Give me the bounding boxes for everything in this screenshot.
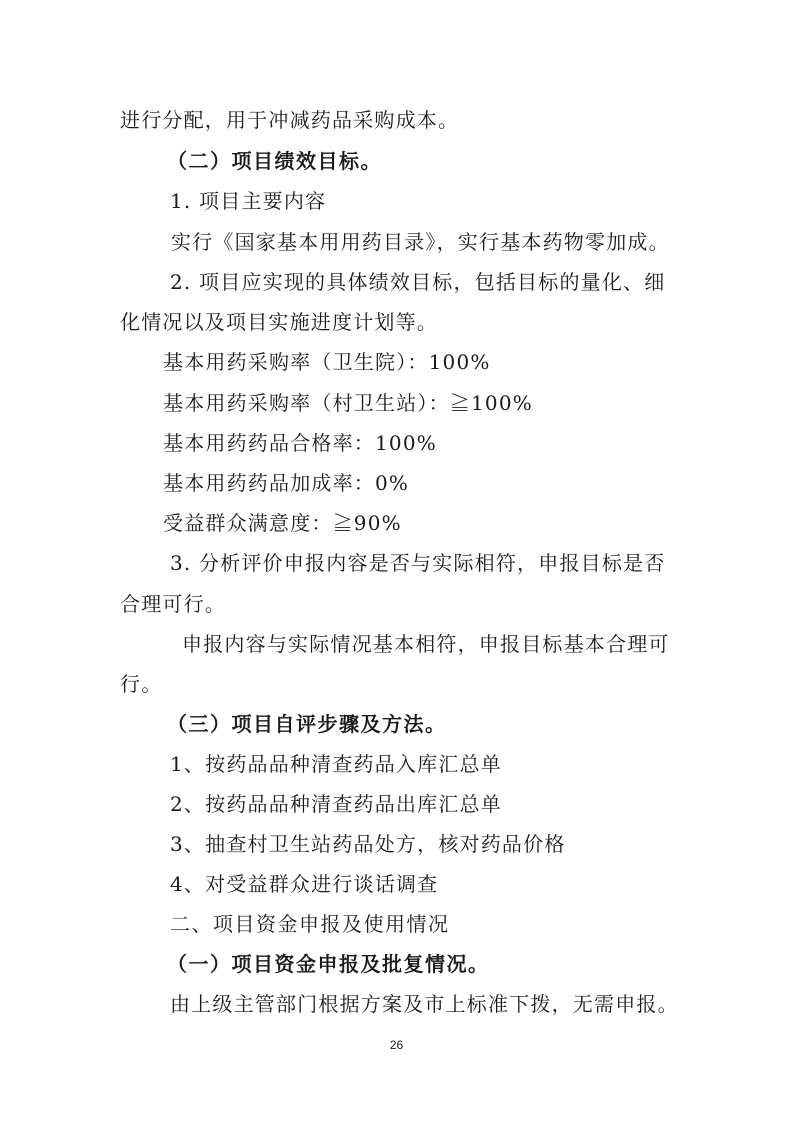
numbered-item: 3. 分析评价申报内容是否与实际相符，申报目标是否 xyxy=(170,551,666,575)
metric-line: 基本用药采购率（卫生院）：100% xyxy=(163,350,491,374)
paragraph-line: 行。 xyxy=(120,672,163,696)
paragraph-line: 由上级主管部门根据方案及市上标准下拨，无需申报。 xyxy=(170,992,679,1016)
metric-line: 基本用药采购率（村卫生站）：≧100% xyxy=(163,391,533,415)
step-item: 3、抽查村卫生站药品处方，核对药品价格 xyxy=(170,832,566,856)
section-heading: （三）项目自评步骤及方法。 xyxy=(167,712,447,736)
step-item: 4、对受益群众进行谈话调查 xyxy=(170,872,439,896)
page-number: 26 xyxy=(389,1038,404,1052)
metric-line: 受益群众满意度：≧90% xyxy=(163,511,402,535)
metric-line: 基本用药药品加成率：0% xyxy=(163,471,410,495)
paragraph-line: 进行分配，用于冲减药品采购成本。 xyxy=(120,108,460,132)
paragraph-line: 合理可行。 xyxy=(120,592,226,616)
step-item: 1、按药品品种清查药品入库汇总单 xyxy=(170,752,502,776)
paragraph-line: 实行《国家基本用用药目录》，实行基本药物零加成。 xyxy=(171,230,670,254)
section-heading: （二）项目绩效目标。 xyxy=(167,149,382,173)
paragraph-line: 化情况以及项目实施进度计划等。 xyxy=(120,310,438,334)
chapter-heading: 二、项目资金申报及使用情况 xyxy=(170,912,450,936)
numbered-item: 1. 项目主要内容 xyxy=(170,189,327,213)
metric-line: 基本用药药品合格率：100% xyxy=(163,431,437,455)
numbered-item: 2. 项目应实现的具体绩效目标，包括目标的量化、细 xyxy=(170,270,666,294)
paragraph-line: 申报内容与实际情况基本相符，申报目标基本合理可 xyxy=(182,632,670,656)
section-heading: （一）项目资金申报及批复情况。 xyxy=(167,952,490,976)
step-item: 2、按药品品种清查药品出库汇总单 xyxy=(170,792,502,816)
